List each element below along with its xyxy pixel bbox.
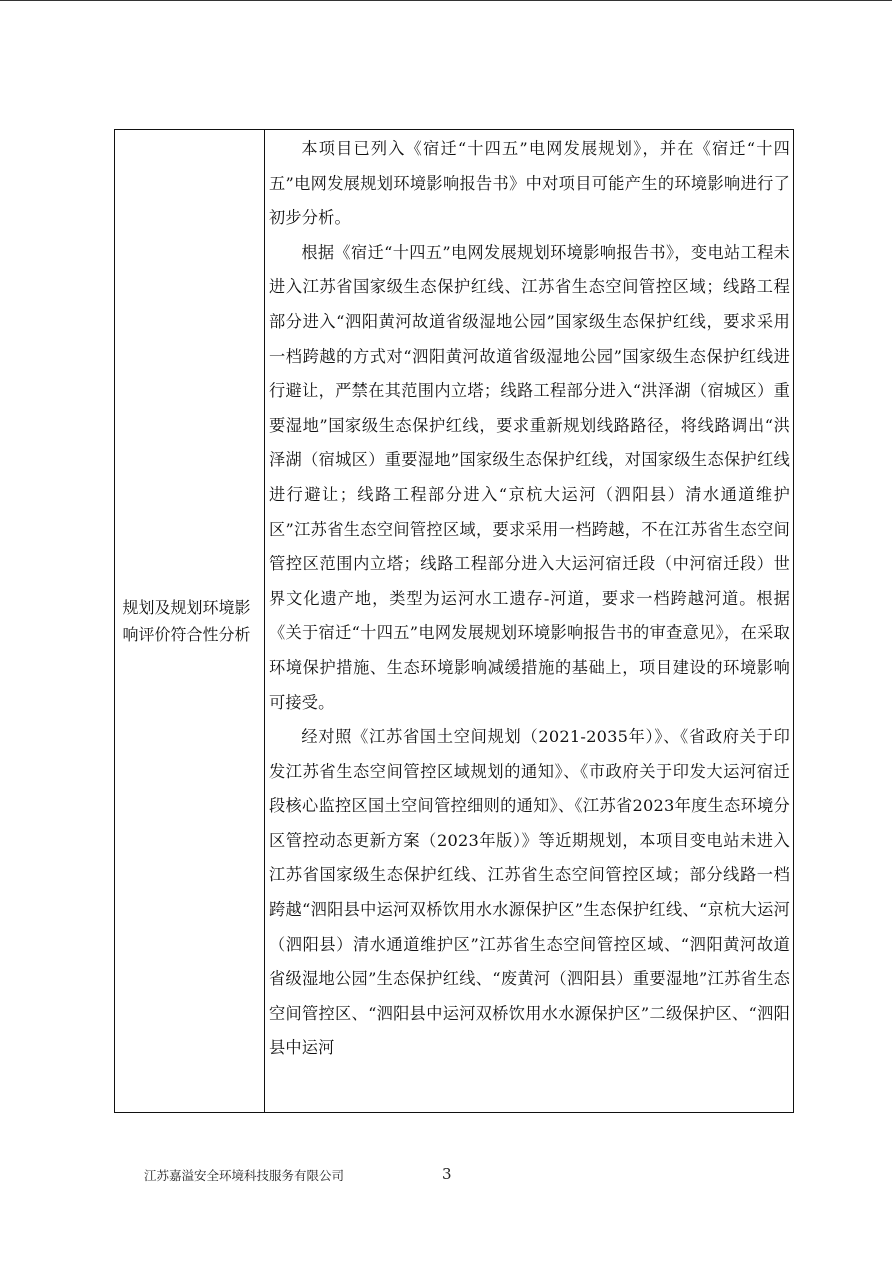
- footer-company-name: 江苏嘉溢安全环境科技服务有限公司: [144, 1168, 345, 1183]
- row-header-label: 规划及规划环境影响评价符合性分析: [122, 598, 251, 644]
- paragraph-planning-inclusion: 本项目已列入《宿迁“十四五”电网发展规划》，并在《宿迁“十四五”电网发展规划环境影响报告书》中对项目可能产生的环境影响进行了初步分析。: [269, 139, 790, 228]
- content-table: [114, 129, 794, 1113]
- paragraph-recent-planning: 经对照《江苏省国土空间规划（2021-2035年）》、《省政府关于印发江苏省生态空间管控区域规划的通知》、《市政府关于印发大运河宿迁段核心监控区国土空间管控细则的通知》、《江苏省2023年度生态环境分区管控动态更新方案（2023年版）》等近期规划，本项目变电站未进入江苏省国家级生态保护红线、江苏省生态空间管控区域；部分线路一档跨越“泗阳县中运河双桥饮用水水源保护区”生态保护红线、“京杭大运河（泗阳县）清水通道维护区”江苏省生态空间管控区域、“泗阳黄河故道省级湿地公园”生态保护红线、“废黄河（泗阳县）重要湿地”江苏省生态空间管控区、“泗阳县中运河双桥饮用水水源保护区”二级保护区、“泗阳县中运河: [269, 727, 790, 1058]
- footer-page-number: 3: [442, 1165, 452, 1183]
- row-header-cell: [115, 130, 265, 1112]
- paragraph-eia-report: 根据《宿迁“十四五”电网发展规划环境影响报告书》，变电站工程未进入江苏省国家级生态保护红线、江苏省生态空间管控区域；线路工程部分进入“泗阳黄河故道省级湿地公园”国家级生态保护红线，要求采用一档跨越的方式对“泗阳黄河故道省级湿地公园”国家级生态保护红线进行避让，严禁在其范围内立塔；线路工程部分进入“洪泽湖（宿城区）重要湿地”国家级生态保护红线，要求重新规划线路路径，将线路调出“洪泽湖（宿城区）重要湿地”国家级生态保护红线，对国家级生态保护红线进行避让；线路工程部分进入“京杭大运河（泗阳县）清水通道维护区”江苏省生态空间管控区域，要求采用一档跨越，不在江苏省生态空间管控区范围内立塔；线路工程部分进入大运河宿迁段（中河宿迁段）世界文化遗产地，类型为运河水工遗存-河道，要求一档跨越河道。根据《关于宿迁“十四五”电网发展规划环境影响报告书的审查意见》，在采取环境保护措施、生态环境影响减缓措施的基础上，项目建设的环境影响可接受。: [269, 242, 790, 712]
- content-cell: [265, 130, 793, 1112]
